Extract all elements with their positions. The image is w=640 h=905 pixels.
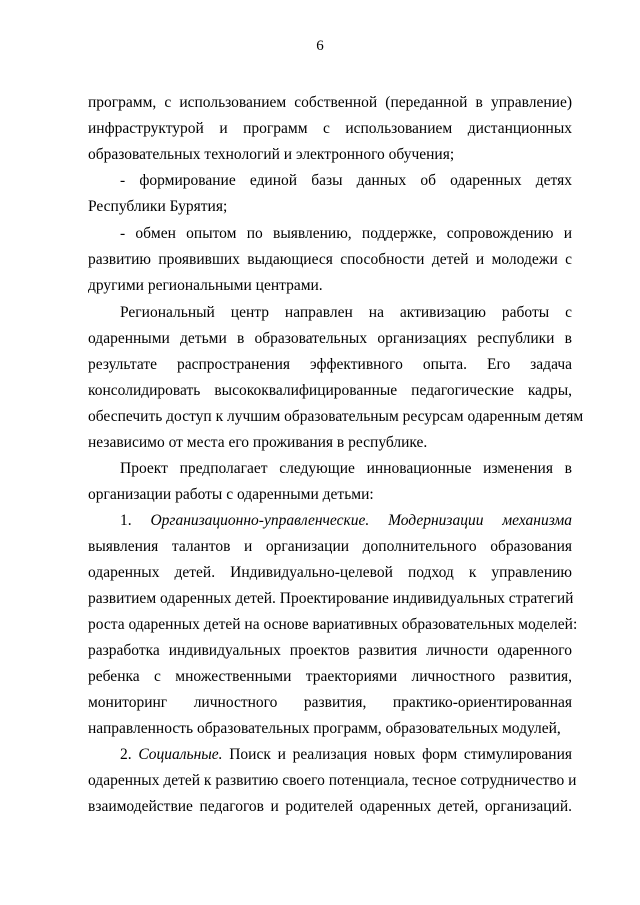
text-span: Поиск и реализация новых форм стимулирования bbox=[222, 746, 572, 763]
text-line: роста одаренных детей на основе вариативных образовательных моделей: bbox=[88, 616, 578, 633]
text-line: Проект предполагает следующие инновационные изменения в bbox=[120, 460, 572, 477]
text-line: одаренных детей. Индивидуально-целевой подход к управлению bbox=[88, 564, 572, 581]
text-line: консолидировать высококвалифицированные педагогические кадры, bbox=[88, 382, 572, 399]
text-line: организации работы с одаренными детьми: bbox=[88, 486, 374, 503]
text-line: Республики Бурятия; bbox=[88, 198, 228, 215]
list-number: 1. bbox=[120, 512, 151, 529]
list-item-heading bbox=[120, 745, 572, 765]
text-line: обеспечить доступ к лучшим образовательным ресурсам одаренным детям bbox=[88, 408, 584, 425]
text-line: развитию проявивших выдающиеся способности детей и молодежи с bbox=[88, 251, 572, 268]
italic-heading: Организационно-управленческие. Модернизации механизма bbox=[150, 512, 573, 529]
text-line: результате распространения эффективного опыта. Его задача bbox=[88, 356, 572, 373]
text-line: Региональный центр направлен на активизацию работы с bbox=[120, 304, 572, 321]
list-item-heading bbox=[120, 511, 572, 531]
text-line: мониторинг личностного развития, практико-ориентированная bbox=[88, 694, 572, 711]
text-line: направленность образовательных программ, образовательных модулей, bbox=[88, 720, 561, 737]
page-number: 6 bbox=[316, 38, 324, 54]
text-line: программ, с использованием собственной (переданной в управление) bbox=[88, 94, 572, 111]
text-line: разработка индивидуальных проектов развития личности одаренного bbox=[88, 642, 572, 659]
text-line: - обмен опытом по выявлению, поддержке, сопровождению и bbox=[120, 225, 572, 242]
text-line: - формирование единой базы данных об одаренных детях bbox=[120, 172, 572, 189]
text-line: одаренных детей к развитию своего потенциала, тесное сотрудничество и bbox=[88, 772, 577, 789]
text-line: одаренными детьми в образовательных организациях республики в bbox=[88, 330, 572, 347]
text-line: другими региональными центрами. bbox=[88, 277, 323, 294]
text-line: развитием одаренных детей. Проектирование индивидуальных стратегий bbox=[88, 590, 574, 607]
italic-heading: Социальные. bbox=[138, 746, 223, 763]
text-line: инфраструктурой и программ с использованием дистанционных bbox=[88, 120, 572, 137]
text-line: выявления талантов и организации дополнительного образования bbox=[88, 538, 572, 555]
text-line: образовательных технологий и электронного обучения; bbox=[88, 146, 455, 163]
text-line: взаимодействие педагогов и родителей одаренных детей, организаций. bbox=[88, 798, 572, 815]
text-line: независимо от места его проживания в республике. bbox=[88, 434, 428, 451]
list-number: 2. bbox=[120, 746, 139, 763]
text-line: ребенка с множественными траекториями личностного развития, bbox=[88, 668, 572, 685]
